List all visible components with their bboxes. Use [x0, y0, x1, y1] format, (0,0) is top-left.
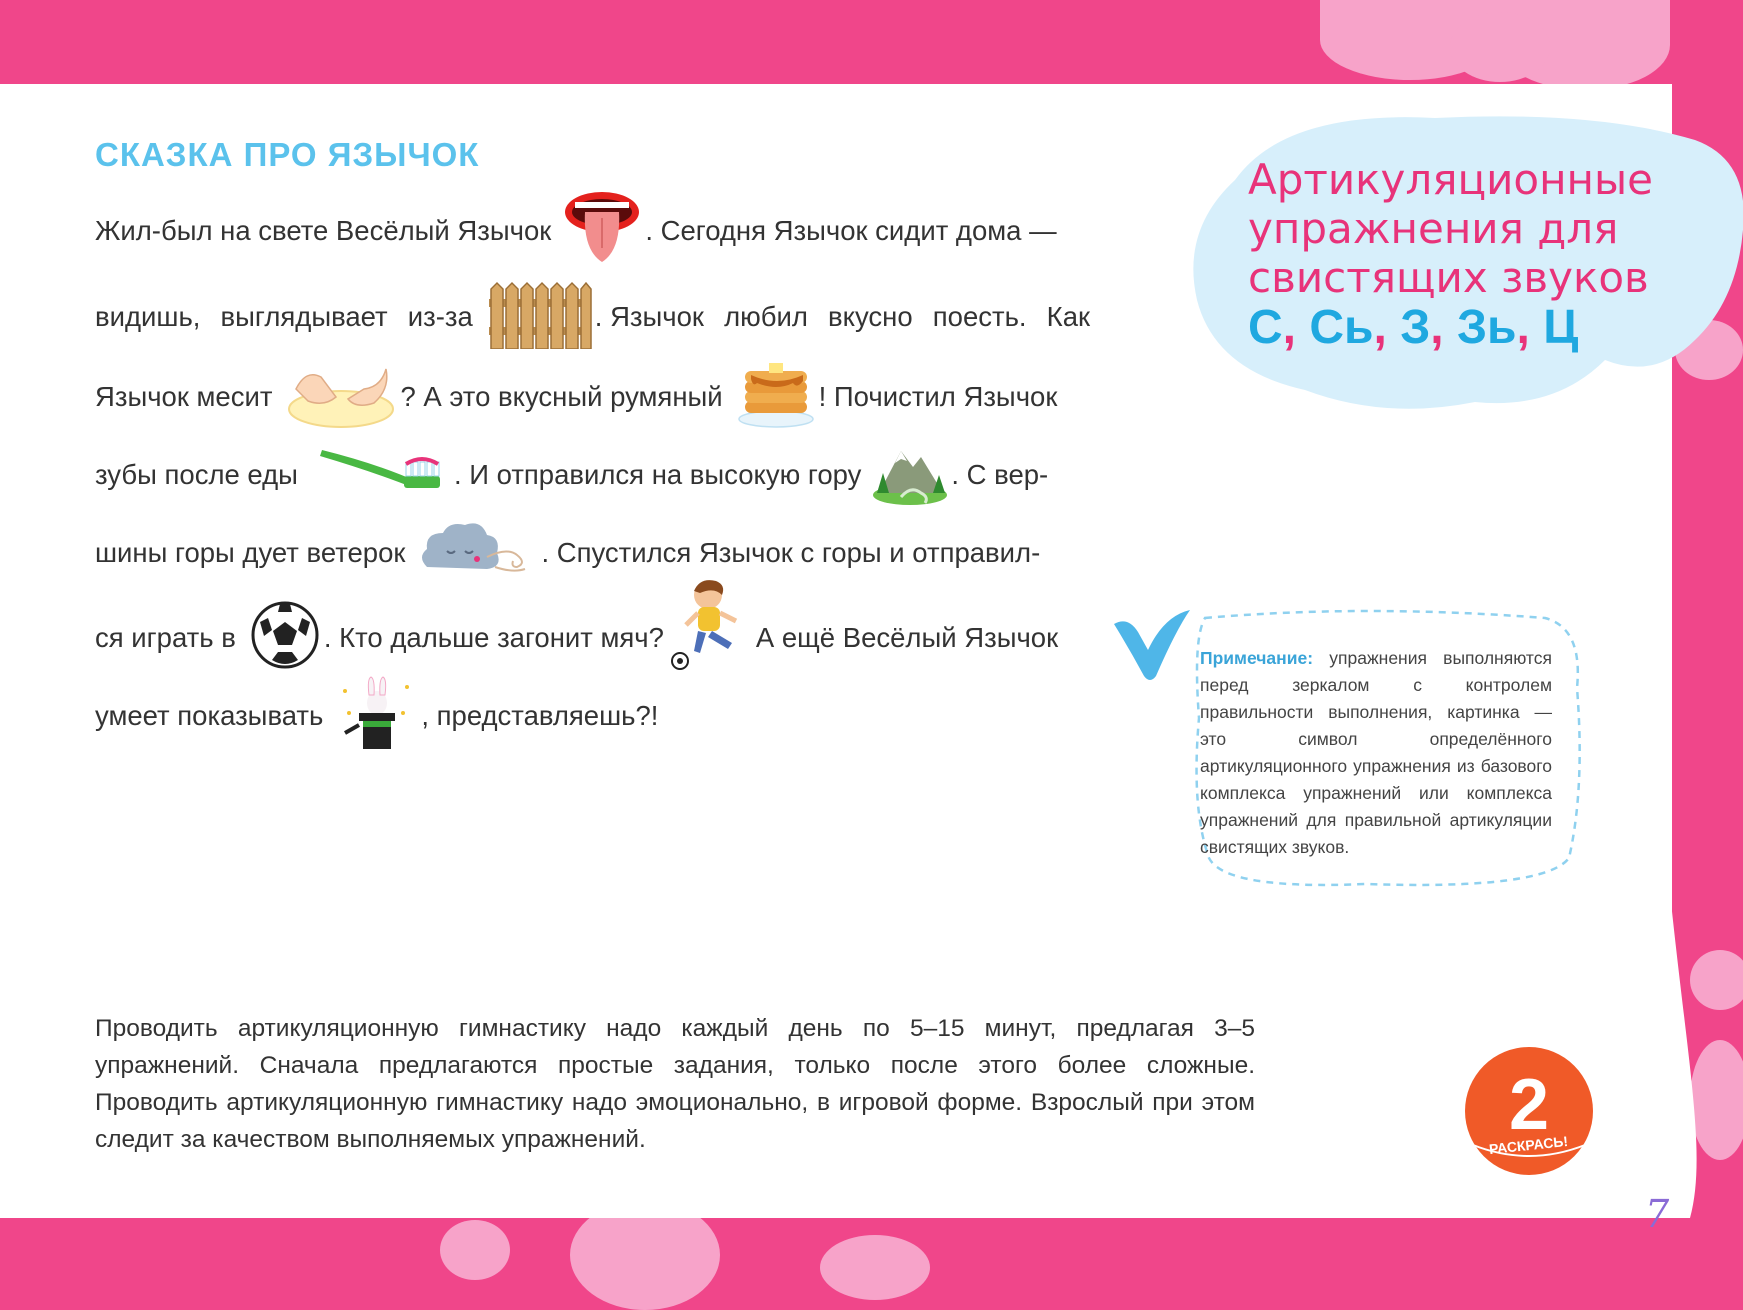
note-text: [1200, 645, 1552, 861]
sound-letter: З: [1400, 301, 1431, 354]
magic-hat-rabbit-icon: [337, 673, 417, 760]
tongue-icon: [563, 188, 641, 275]
sounds-list: С, Сь, З, Зь, Ц: [1248, 301, 1579, 354]
story-text: ? А это вкусный румяный: [400, 381, 723, 412]
story-text: умеет показывать: [95, 700, 324, 731]
note-label: Примечание:: [1200, 648, 1314, 668]
story-word: . Язычок: [594, 301, 704, 332]
story-text: . Сегодня Язычок сидит дома —: [645, 215, 1057, 246]
story-text: ся играть в: [95, 622, 236, 653]
toothbrush-icon: [318, 442, 448, 509]
sound-letter: Ц: [1543, 301, 1579, 354]
story-line: [95, 196, 1090, 266]
badge-label: РАСКРАСЬ!: [1488, 1132, 1569, 1158]
story-text: Жил-был на свете Весёлый Язычок: [95, 215, 552, 246]
mountain-icon: [871, 437, 949, 514]
dough-hands-icon: [286, 359, 396, 436]
badge-number: 2: [1508, 1065, 1550, 1145]
story-line: [95, 282, 1090, 352]
story-text: . С вер-: [951, 459, 1049, 490]
story-word: поесть.: [932, 301, 1027, 332]
sound-letter: Сь: [1309, 301, 1374, 354]
story-line: [95, 598, 1090, 678]
story-word: из-за: [407, 301, 473, 332]
story-text: А ещё Весёлый Язычок: [755, 622, 1059, 653]
story-line: [95, 518, 1090, 588]
story-text: зубы после еды: [95, 459, 298, 490]
boy-kicking-ball-icon: [670, 577, 750, 680]
story-line: [95, 676, 1090, 756]
fence-icon: [485, 279, 593, 356]
story-word: видишь,: [95, 301, 201, 332]
story-word: Как: [1046, 301, 1091, 332]
story-text: . Кто дальше загонит мяч?: [323, 622, 664, 653]
checkmark-icon: [1110, 606, 1196, 684]
bubble-heading: [1248, 155, 1653, 302]
story-text: . Спустился Язычок с горы и отправил-: [541, 537, 1041, 568]
note-body: упражнения выполняются перед зеркалом с контролем правильности выполнения, картинка — это символ определённого артикуляционного упражнения из базового комплекса упражнений или комплекса упражнений для правильной артикуляции свистящих звуков.: [1200, 648, 1552, 857]
bubble-heading-line: упражнения для: [1248, 204, 1619, 253]
story-word: любил: [724, 301, 808, 332]
sound-letter: С: [1248, 301, 1283, 354]
story-text: , представляешь?!: [421, 700, 659, 731]
pancakes-icon: [737, 359, 815, 436]
story-line: [95, 440, 1090, 510]
bubble-heading-line: Артикуляционные: [1248, 155, 1653, 204]
coloring-badge: [1463, 1045, 1595, 1177]
story-line: [95, 362, 1090, 432]
sound-letter: Зь: [1456, 301, 1517, 354]
story-text: Язычок месит: [95, 381, 273, 412]
story-text: . И отправился на высокую гору: [453, 459, 862, 490]
bubble-heading-line: свистящих звуков: [1248, 253, 1649, 302]
story-word: вкусно: [828, 301, 913, 332]
story-title: СКАЗКА ПРО ЯЗЫЧОК: [95, 136, 480, 173]
wind-cloud-icon: [417, 517, 537, 590]
story-text: ! Почистил Язычок: [818, 381, 1058, 412]
bottom-paragraph: Проводить артикуляционную гимнастику надо каждый день по 5–15 минут, предлагая 3–5 упражнений. Сначала предлагаются простые задания, только после этого более сложные. Проводить артикуляционную гимнастику надо эмоционально, в игровой форме. Взрослый при этом следит за качеством выполняемых упражнений.: [95, 1015, 1255, 1153]
decor-blob: [440, 1220, 510, 1280]
decor-blob: [820, 1235, 930, 1300]
story-text: шины горы дует ветерок: [95, 537, 406, 568]
decor-blob: [1450, 12, 1550, 82]
story-word: выглядывает: [220, 301, 388, 332]
soccer-ball-icon: [250, 600, 320, 677]
page-number: 7: [1645, 1192, 1670, 1236]
